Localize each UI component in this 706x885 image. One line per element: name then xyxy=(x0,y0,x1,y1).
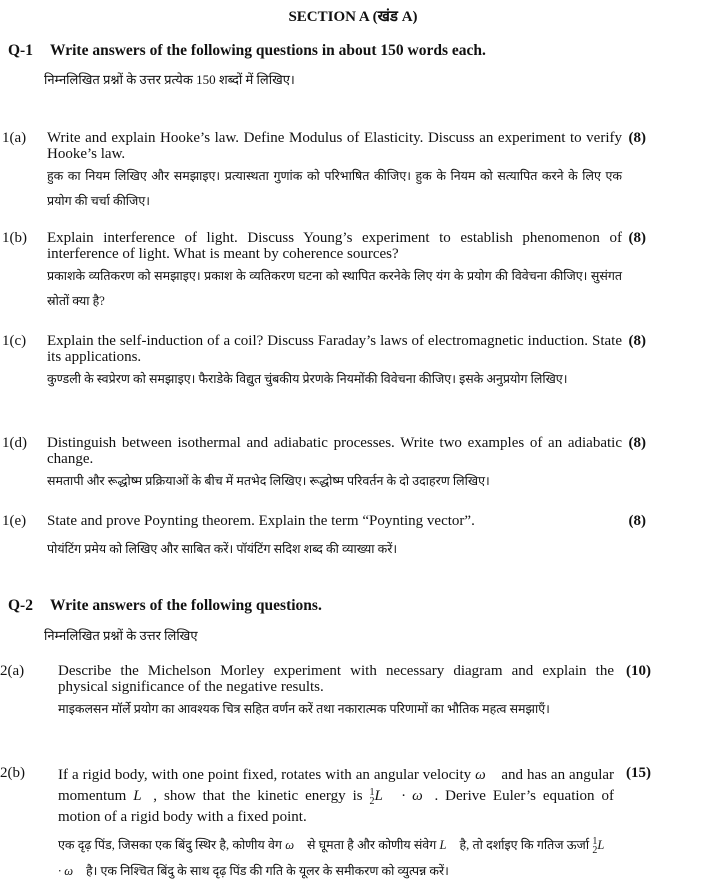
question-text-hindi: माइकलसन मॉर्ले प्रयोग का आवश्यक चित्र सहित वर्णन करें तथा नकारात्मक परिणामों का भौतिक महत्व समझाएँ। xyxy=(58,702,550,716)
question-marks: (8) xyxy=(628,130,646,146)
question-body xyxy=(47,435,622,494)
question-number: 1(d) xyxy=(2,435,27,451)
question-number: 2(b) xyxy=(0,765,25,781)
fraction-numerator: 1 xyxy=(592,836,598,848)
question-text-english: State and prove Poynting theorem. Explain the term “Poynting vector”. xyxy=(47,513,475,529)
question-text-hindi: कुण्डली के स्वप्रेरण को समझाइए। फैराडेके विद्युत चुंबकीय प्रेरणके नियमोंकी विवेचना कीजिए। इसके अनुप्रयोग लिखिए। xyxy=(47,372,568,386)
question-body xyxy=(47,513,622,562)
question-marks: (15) xyxy=(626,765,651,781)
fraction-numerator: 1 xyxy=(369,786,375,798)
question-text-english: Distinguish between isothermal and adiabatic processes. Write two examples of an adiabatic change. xyxy=(47,435,622,467)
text-part: If a rigid body, with one point fixed, rotates with an angular velocity xyxy=(58,767,472,783)
q1-number: Q-1 xyxy=(8,42,33,59)
question-text-hindi: प्रकाशके व्यतिकरण को समझाइए। प्रकाश के व्यतिकरण घटना को स्थापित करनेके लिए यंग के प्रयोग की विवेचना कीजिए। सुसंगत स्रोतों क्या है? xyxy=(47,269,622,308)
q2-instruction: Write answers of the following questions. xyxy=(50,597,322,614)
question-marks: (8) xyxy=(628,435,646,451)
question-body xyxy=(47,230,622,314)
kinetic-energy-expression: L⃗ · ω⃗ xyxy=(58,838,615,878)
text-part: , show that the kinetic energy is xyxy=(153,788,363,804)
q2-header xyxy=(8,597,322,615)
question-body xyxy=(47,130,622,214)
question-text-english: Explain interference of light. Discuss Young’s experiment to establish phenomenon of interference of light. What is meant by coherence sources? xyxy=(47,230,622,262)
text-part: है, तो दर्शाइए कि गतिज ऊर्जा xyxy=(459,838,590,852)
question-number: 2(a) xyxy=(0,663,25,679)
q2-instruction-hindi: निम्नलिखित प्रश्नों के उत्तर लिखिए xyxy=(44,628,198,643)
q1-instruction-hindi: निम्नलिखित प्रश्नों के उत्तर प्रत्येक 150 शब्दों में लिखिए। xyxy=(44,72,295,87)
q1-header xyxy=(8,42,486,60)
question-number: 1(e) xyxy=(2,513,27,529)
q1-instruction: Write answers of the following questions in about 150 words each. xyxy=(50,42,486,59)
question-text-hindi xyxy=(58,832,614,884)
angular-momentum-symbol: L⃗ xyxy=(439,838,457,852)
question-text-hindi: पोयंटिंग प्रमेय को लिखिए और साबित करें। पॉयंटिंग सदिश शब्द की व्याख्या करें। xyxy=(47,542,398,556)
text-part: . Derive Euler’s equation of motion of a rigid body with a fixed point. xyxy=(58,788,614,825)
question-number: 1(c) xyxy=(2,333,27,349)
text-part: and has an angular momentum xyxy=(58,767,615,804)
fraction-denominator: 2 xyxy=(592,845,598,857)
question-body xyxy=(58,765,614,884)
omega-vector-symbol: ω⃗ xyxy=(475,767,498,783)
omega-vector-symbol: ω⃗ xyxy=(285,838,304,852)
question-text-hindi: हुक का नियम लिखिए और समझाइए। प्रत्यास्थता गुणांक को परिभाषित कीजिए। हुक के नियम को सत्यापित करने के लिए एक प्रयोग की चर्चा कीजिए। xyxy=(47,169,622,208)
question-number: 1(b) xyxy=(2,230,27,246)
question-marks: (8) xyxy=(628,513,646,529)
question-marks: (8) xyxy=(628,230,646,246)
kinetic-energy-expression: L⃗ · ω⃗ xyxy=(374,788,435,804)
question-text-english: Describe the Michelson Morley experiment with necessary diagram and explain the physical significance of the negative results. xyxy=(58,663,614,695)
section-title: SECTION A (खंड A) xyxy=(288,9,418,25)
question-text-hindi: समतापी और रूद्धोष्म प्रक्रियाओं के बीच में मतभेद लिखिए। रूद्धोष्म परिवर्तन के दो उदाहरण लिखिए। xyxy=(47,474,490,488)
question-text-english: Explain the self-induction of a coil? Discuss Faraday’s laws of electromagnetic induction. State its applications. xyxy=(47,333,622,365)
angular-momentum-symbol: L⃗ xyxy=(133,788,154,804)
text-part: है। एक निश्चित बिंदु के साथ दृढ़ पिंड की गति के यूलर के समीकरण को व्युत्पन्न करें। xyxy=(85,864,449,878)
q2-number: Q-2 xyxy=(8,597,33,614)
fraction-denominator: 2 xyxy=(369,795,375,807)
question-body xyxy=(47,333,622,392)
question-text-english: Write and explain Hooke’s law. Define Modulus of Elasticity. Discuss an experiment to verify Hooke’s law. xyxy=(47,130,622,162)
question-marks: (10) xyxy=(626,663,651,679)
question-number: 1(a) xyxy=(2,130,27,146)
question-text-english xyxy=(58,765,614,828)
text-part: से घूमता है और कोणीय संवेग xyxy=(307,838,437,852)
question-marks: (8) xyxy=(628,333,646,349)
question-body xyxy=(58,663,614,722)
text-part: एक दृढ़ पिंड, जिसका एक बिंदु स्थिर है, कोणीय वेग xyxy=(58,838,282,852)
